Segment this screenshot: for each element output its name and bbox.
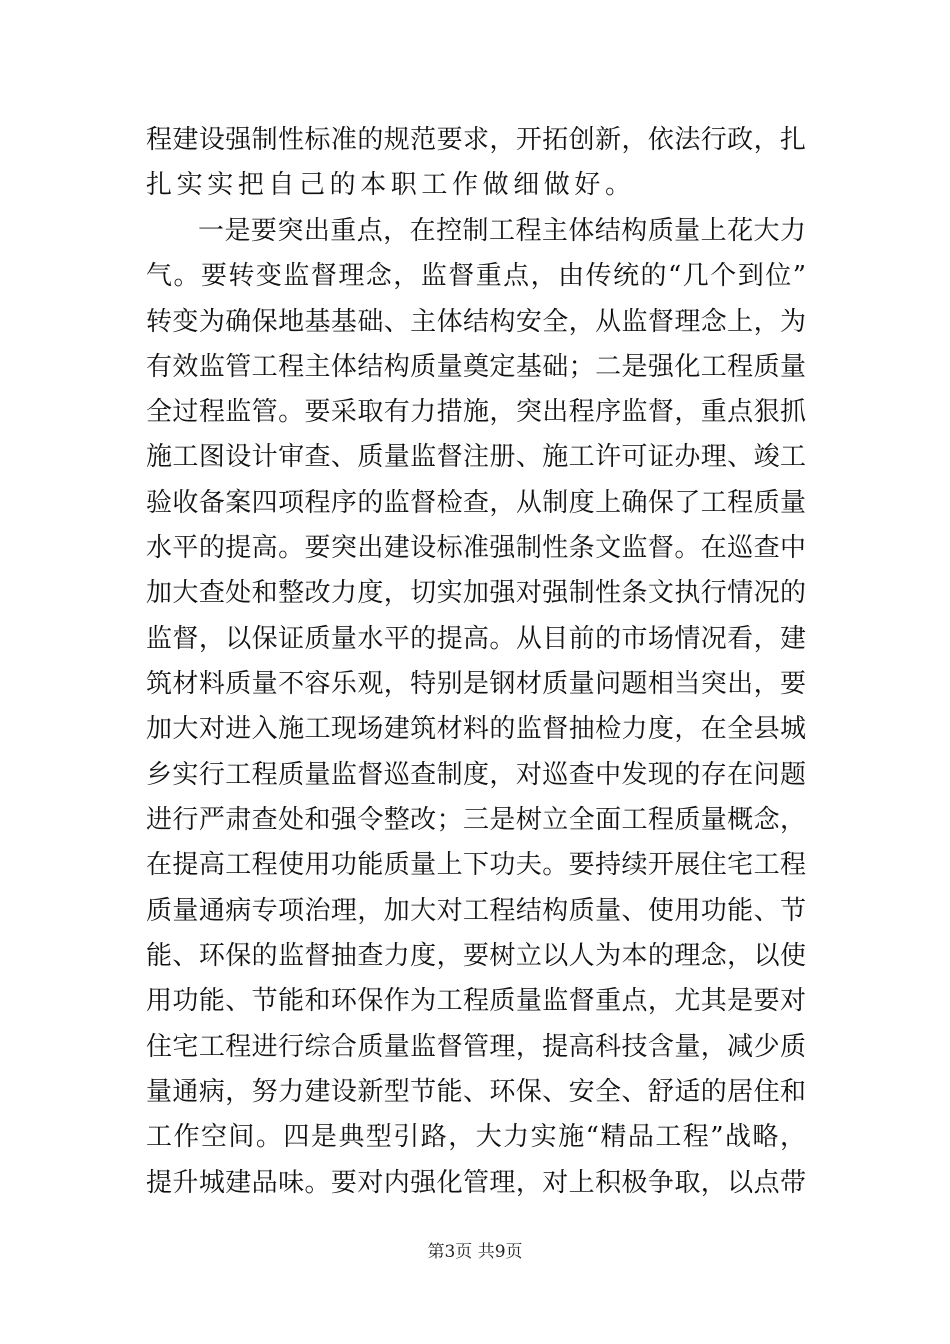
paragraph-first-line: 一是要突出重点，在控制工程主体结构质量上花大力	[198, 216, 806, 246]
text-line: 用功能、节能和环保作为工程质量监督重点，尤其是要对	[146, 986, 806, 1016]
text-line: 在提高工程使用功能质量上下功夫。要持续开展住宅工程	[146, 850, 806, 880]
text-line: 质量通病专项治理，加大对工程结构质量、使用功能、节	[146, 896, 806, 926]
page-number-footer: 第3页 共9页	[427, 1242, 523, 1262]
text-line: 转变为确保地基基础、主体结构安全，从监督理念上，为	[146, 307, 806, 337]
text-line: 住宅工程进行综合质量监督管理，提高科技含量，减少质	[146, 1032, 806, 1062]
text-line: 气。要转变监督理念，监督重点，由传统的“几个到位”	[146, 261, 806, 291]
text-line: 工作空间。四是典型引路，大力实施“精品工程”战略，	[146, 1122, 806, 1152]
text-line: 水平的提高。要突出建设标准强制性条文监督。在巡查中	[146, 533, 806, 563]
text-line: 量通病，努力建设新型节能、环保、安全、舒适的居住和	[146, 1077, 806, 1107]
text-line: 验收备案四项程序的监督检查，从制度上确保了工程质量	[146, 488, 806, 518]
text-line: 乡实行工程质量监督巡查制度，对巡查中发现的存在问题	[146, 760, 806, 790]
text-line: 监督，以保证质量水平的提高。从目前的市场情况看，建	[146, 624, 806, 654]
text-line: 能、环保的监督抽查力度，要树立以人为本的理念，以使	[146, 941, 806, 971]
text-line: 扎实实把自己的本职工作做细做好。	[146, 170, 636, 200]
text-line: 筑材料质量不容乐观，特别是钢材质量问题相当突出，要	[146, 669, 806, 699]
text-line: 加大查处和整改力度，切实加强对强制性条文执行情况的	[146, 578, 806, 608]
text-line: 提升城建品味。要对内强化管理，对上积极争取，以点带	[146, 1168, 806, 1198]
text-line: 进行严肃查处和强令整改；三是树立全面工程质量概念，	[146, 805, 806, 835]
text-line: 加大对进入施工现场建筑材料的监督抽检力度，在全县城	[146, 714, 806, 744]
text-line: 全过程监管。要采取有力措施，突出程序监督，重点狠抓	[146, 397, 806, 427]
text-line: 有效监管工程主体结构质量奠定基础；二是强化工程质量	[146, 352, 806, 382]
text-line: 施工图设计审查、质量监督注册、施工许可证办理、竣工	[146, 442, 806, 472]
text-line: 程建设强制性标准的规范要求，开拓创新，依法行政，扎	[146, 125, 806, 155]
